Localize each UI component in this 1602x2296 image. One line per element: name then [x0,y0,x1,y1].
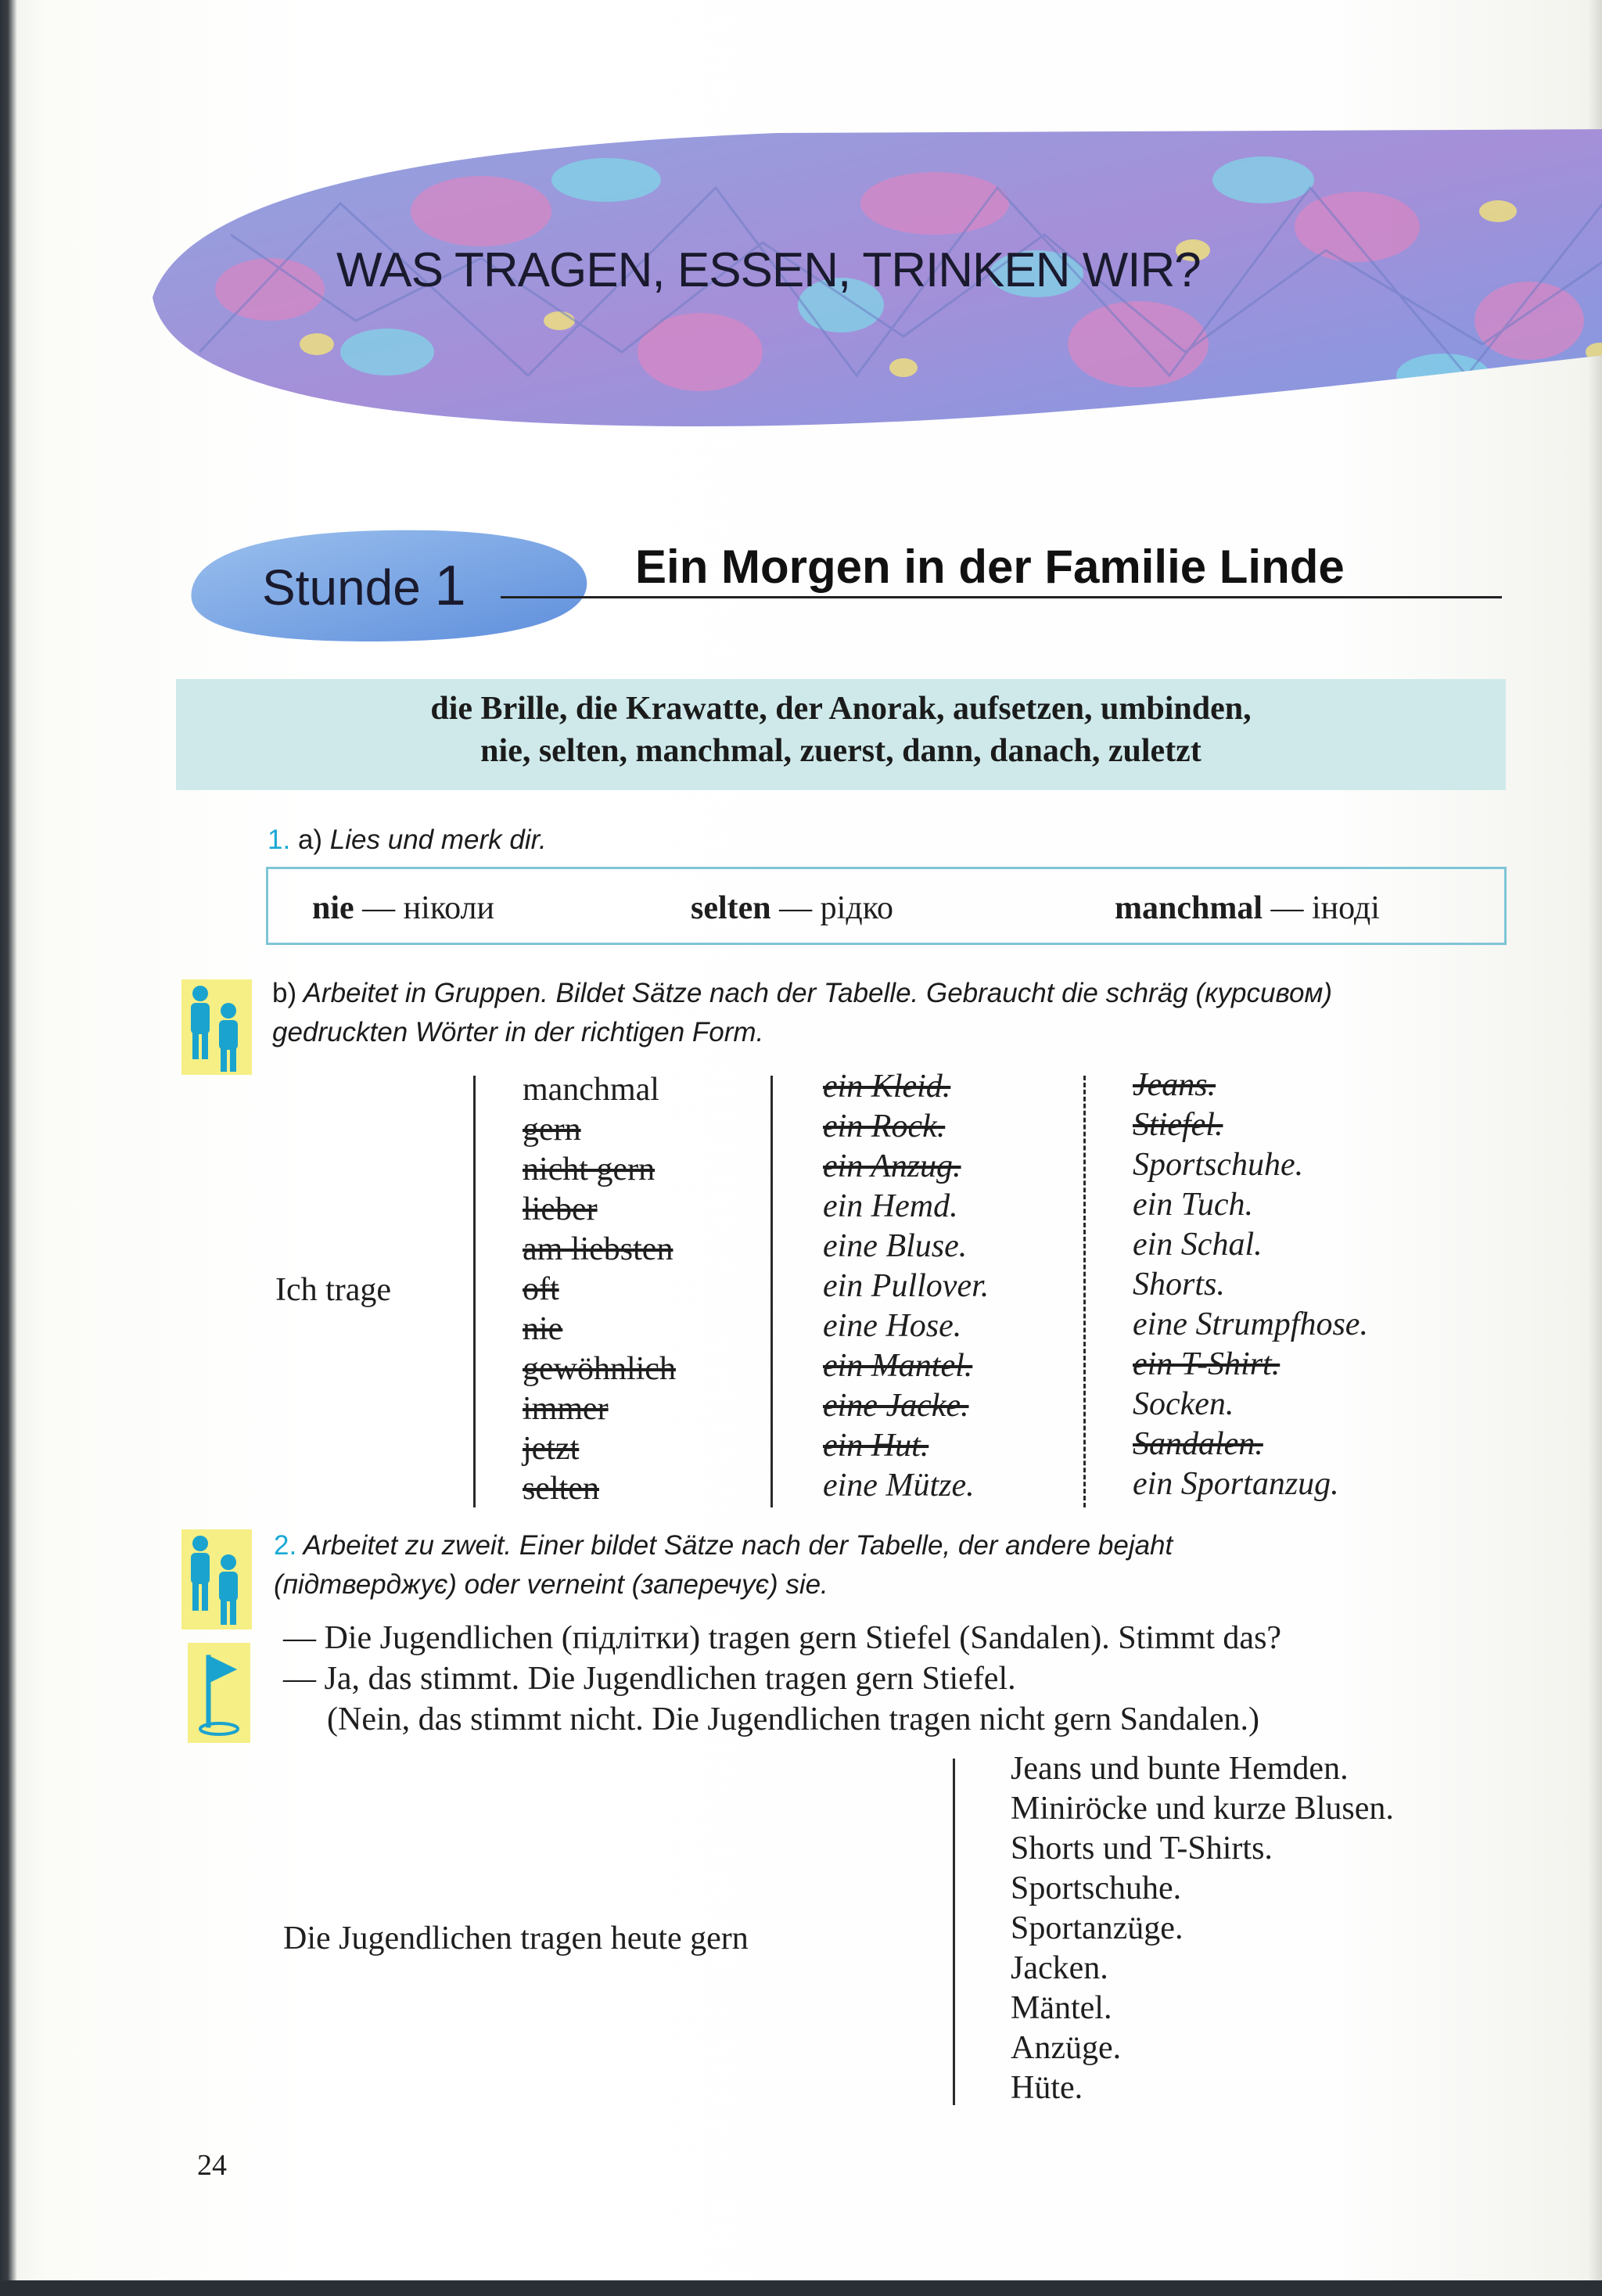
garment-item: eine Strumpfhose. [1133,1306,1368,1342]
chapter-title: WAS TRAGEN, ESSEN, TRINKEN WIR? [336,243,1201,297]
garment-item: Shorts. [1133,1267,1225,1303]
garment-item: ein Mantel. [823,1348,973,1384]
garment-item: eine Mütze. [823,1468,975,1504]
dialog-line-3: (Nein, das stimmt nicht. Die Jugendlichen tragen nicht gern Sandalen.) [327,1701,1260,1737]
clothing-item: Sportanzüge. [1011,1910,1184,1946]
adverb-column [523,1070,676,1509]
garment-column-2 [1133,1065,1368,1504]
clothing-item: Anzüge. [1011,2030,1122,2066]
stunde-number: 1 [434,555,466,617]
adverb-item: lieber [523,1191,598,1227]
adverb-item: jetzt [523,1431,580,1467]
vocabulary-box [176,679,1506,790]
table-1-divider-2 [770,1076,773,1507]
exercise-1b-letter: b) [272,978,297,1008]
group-people-icon [181,979,252,1075]
stunde-word: Stunde [262,559,421,616]
table-2-items [1011,1749,1394,2108]
garment-item: ein Hut. [823,1428,929,1464]
garment-item: Sandalen. [1133,1426,1263,1462]
clothing-item: Mäntel. [1011,1990,1112,2026]
garment-item: eine Jacke. [823,1388,969,1424]
garment-item: ein Rock. [823,1108,946,1144]
translation-selten: selten — рідко [691,890,893,926]
translation-box [266,867,1507,945]
exercise-1a-instruction [268,825,547,856]
dialog-line-2: — Ja, das stimmt. Die Jugendlichen tragen gern Stiefel. [283,1661,1016,1697]
page-number: 24 [197,2149,227,2182]
flag-icon [188,1643,250,1743]
garment-item: ein Schal. [1133,1227,1263,1263]
table-1-dashed-divider [1083,1076,1086,1507]
table-1-divider-1 [473,1076,476,1507]
exercise-1a-letter: a) [297,825,323,855]
garment-item: ein Tuch. [1133,1187,1253,1223]
adverb-item: nie [523,1311,563,1347]
adverb-item: oft [523,1271,559,1307]
exercise-1b-text-1: Arbeitet in Gruppen. Bildet Sätze nach der Tabelle. Gebraucht die schräg (курсивом) [303,978,1333,1008]
garment-item: eine Hose. [823,1308,962,1344]
table-1-subject: Ich trage [275,1272,392,1308]
garment-item: ein Sportanzug. [1133,1466,1339,1502]
clothing-item: Jeans und bunte Hemden. [1011,1751,1349,1787]
garment-item: eine Bluse. [823,1228,968,1264]
exercise-2-number: 2. [274,1530,297,1561]
translation-nie: nie — ніколи [312,890,494,926]
exercise-2-text-1: Arbeitet zu zweit. Einer bildet Sätze nach der Tabelle, der andere bejaht [303,1530,1173,1561]
lesson-title: Ein Morgen in der Familie Linde [635,541,1345,593]
adverb-item: gewöhnlich [523,1351,676,1387]
exercise-2-instruction-line-2: (підтверджує) oder verneint (заперечує) sie. [274,1569,828,1600]
adverb-item: selten [523,1471,599,1507]
adverb-item: manchmal [523,1072,659,1108]
vocabulary-line-2: nie, selten, manchmal, zuerst, dann, danach, zuletzt [480,733,1202,769]
vocabulary-line-1: die Brille, die Krawatte, der Anorak, aufsetzen, umbinden, [430,691,1252,727]
garment-item: ein T-Shirt. [1133,1346,1281,1382]
title-underline [501,596,1502,598]
clothing-item: Hüte. [1011,2070,1083,2106]
garment-item: ein Kleid. [823,1069,951,1105]
garment-item: Sportschuhe. [1133,1147,1304,1183]
adverb-item: am liebsten [523,1231,673,1267]
clothing-item: Sportschuhe. [1011,1870,1182,1906]
garment-column-1 [823,1067,989,1506]
pair-people-icon [181,1529,252,1629]
adverb-item: immer [523,1391,609,1427]
garment-item: ein Pullover. [823,1268,990,1304]
adverb-item: gern [523,1112,581,1148]
exercise-1b-instruction-line-1 [272,978,1332,1009]
translation-manchmal: manchmal — іноді [1115,890,1380,926]
garment-item: Socken. [1133,1386,1234,1422]
dialog-line-1: — Die Jugendlichen (підлітки) tragen gern Stiefel (Sandalen). Stimmt das? [283,1620,1282,1656]
stunde-label [262,554,466,618]
exercise-1b-instruction-line-2: gedruckten Wörter in der richtigen Form. [272,1017,764,1047]
table-2-divider [953,1759,955,2105]
adverb-item: nicht gern [523,1152,656,1188]
garment-item: Jeans. [1133,1067,1216,1103]
clothing-item: Jacken. [1011,1950,1108,1986]
clothing-item: Shorts und T-Shirts. [1011,1831,1273,1867]
garment-item: ein Anzug. [823,1148,961,1184]
garment-item: ein Hemd. [823,1188,958,1224]
clothing-item: Miniröcke und kurze Blusen. [1011,1791,1394,1827]
exercise-2-instruction-line-1 [274,1530,1173,1561]
garment-item: Stiefel. [1133,1107,1223,1143]
table-2-subject: Die Jugendlichen tragen heute gern [283,1921,749,1956]
exercise-1-number: 1. [268,825,291,855]
page-bottom-edge [0,2280,1602,2296]
exercise-1a-text: Lies und merk dir. [329,825,547,855]
